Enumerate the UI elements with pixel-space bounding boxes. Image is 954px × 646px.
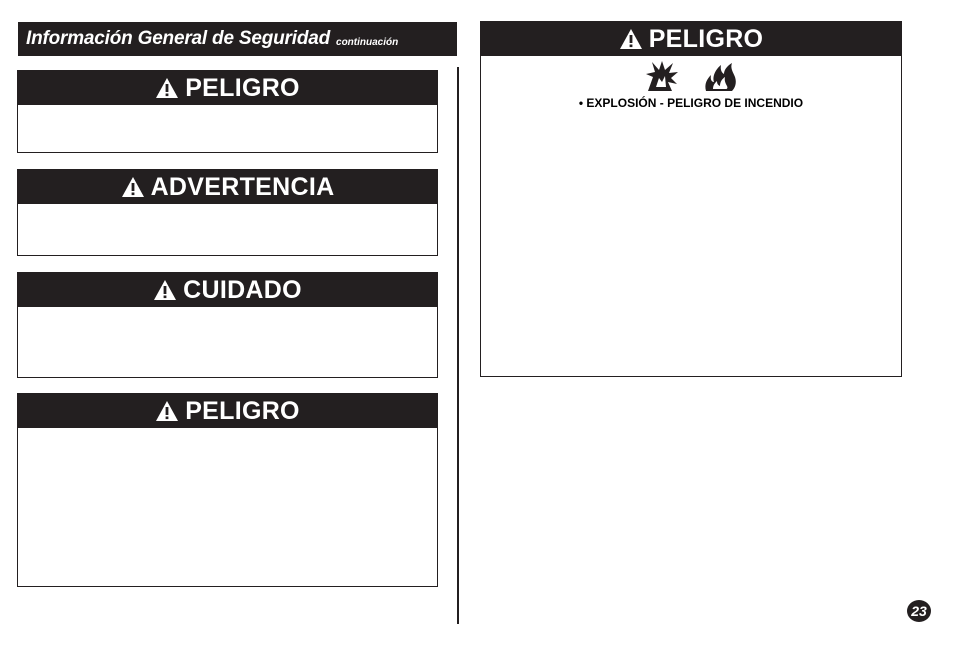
warning-triangle-icon [153, 279, 177, 301]
danger-panel-explosion-fire [480, 21, 902, 377]
warning-panel-header [18, 170, 437, 204]
warning-triangle-icon [121, 176, 145, 198]
danger-panel-header [481, 22, 901, 56]
caution-panel-header [18, 273, 437, 307]
page-number: 23 [907, 600, 931, 622]
danger-panel [17, 70, 438, 153]
warning-triangle-icon [155, 77, 179, 99]
section-header [18, 22, 457, 56]
section-subtitle: continuación [336, 36, 399, 48]
signal-word: ADVERTENCIA [150, 172, 335, 201]
hazard-icons [481, 60, 901, 94]
column-divider [457, 67, 459, 624]
caution-panel [17, 272, 438, 378]
signal-word: PELIGRO [648, 24, 764, 53]
danger-panel-header [18, 394, 437, 428]
section-title: Información General de Seguridad [26, 28, 331, 49]
warning-triangle-icon [619, 28, 643, 50]
signal-word: CUIDADO [183, 275, 302, 304]
fire-icon [702, 60, 738, 94]
warning-panel [17, 169, 438, 256]
signal-word: PELIGRO [185, 73, 300, 102]
danger-panel-header [18, 71, 437, 105]
explosion-icon [644, 60, 680, 94]
danger-panel [17, 393, 438, 587]
signal-word: PELIGRO [185, 396, 300, 425]
hazard-caption: • EXPLOSIÓN - PELIGRO DE INCENDIO [578, 96, 804, 110]
warning-triangle-icon [155, 400, 179, 422]
